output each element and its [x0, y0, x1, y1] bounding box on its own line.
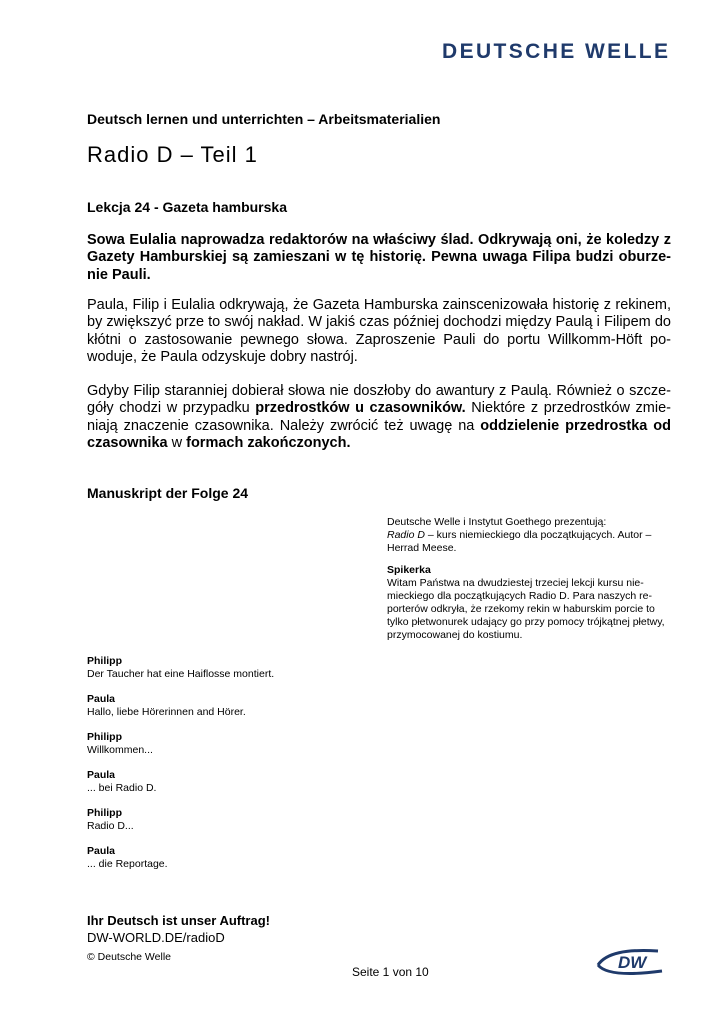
speaker-name: Paula [87, 769, 116, 781]
speaker-line: Hallo, liebe Hörerinnen and Hörer. [87, 706, 246, 718]
intro-course-line [387, 529, 671, 555]
page-number: Seite 1 von 10 [352, 965, 429, 979]
speaker-name: Philipp [87, 807, 122, 819]
brand-wordmark: DEUTSCHE WELLE [442, 40, 671, 63]
speaker-name: Philipp [87, 731, 122, 743]
grammar-paragraph [87, 383, 671, 453]
dialog-turn [87, 693, 367, 719]
speaker-line: ... die Reportage. [87, 858, 168, 870]
dialog-turn [87, 731, 367, 757]
speaker-name: Paula [87, 693, 116, 705]
manuscript-heading: Manuskript der Folge 24 [87, 485, 249, 501]
dialog-turn [87, 845, 367, 871]
lesson-heading: Lekcja 24 - Gazeta hamburska [87, 199, 287, 215]
logo-text: DW [618, 953, 647, 972]
footer-copyright: © Deutsche Welle [87, 951, 171, 963]
course-name: Radio D [387, 529, 425, 541]
intro-course-rest: – kurs niemieckiego dla początkujących. Autor – Herrad Meese. [387, 529, 652, 554]
lead-paragraph: Sowa Eulalia naprowadza redaktorów na właściwy ślad. Odkrywają oni, że koledzy z Gazety Hamburskiej są zamieszani w tę historię. Pewna uwaga Filipa budzi oburzenie Pauli. [87, 232, 671, 283]
speaker-line: Willkommen... [87, 744, 153, 756]
grammar-text-2: Niektóre z przedrostków zmieniają znaczenie czasownika. Należy zwrócić też uwagę na [87, 400, 672, 434]
footer-url[interactable]: DW-WORLD.DE/radioD [87, 930, 225, 945]
dw-logo-icon [596, 945, 674, 977]
intro-line: Deutsche Welle i Instytut Goethego prezentują: [387, 516, 607, 528]
narrator-block [387, 564, 671, 642]
summary-paragraph: Paula, Filip i Eulalia odkrywają, że Gazeta Hamburska zainscenizowała historię z rekinem, by zwiększyć prze to swój nakład. W jakiś czas później dochodzi między Paulą i Filipem do kłótni o zastosowanie pewnego słowa. Zaproszenie Pauli do portu Willkomm-Höft powoduje, że Paula odzyskuje dobry nastrój. [87, 297, 671, 366]
narrator-name: Spikerka [387, 564, 431, 576]
grammar-term-prefixes: przedrostków u czasowników. [255, 400, 466, 417]
speaker-line: Der Taucher hat eine Haiflosse montiert. [87, 668, 275, 680]
grammar-term-separation: oddzielenie przedrostka od czasownika [87, 417, 672, 452]
dialog-list [87, 655, 367, 883]
speaker-name: Philipp [87, 655, 122, 667]
dialog-turn [87, 807, 367, 833]
dialog-turn [87, 769, 367, 795]
narrator-text: Witam Państwa na dwudziestej trzeciej lekcji kursu niemieckiego dla początkujących Radio D. Para naszych reporterów odkryła, że rzekomy rekin w haburskim porcie to tylko płetwonurek udający go przy pomocy trójkątnej płetwy, przymocowanej do kostiumu. [387, 577, 665, 641]
grammar-text-3: w [167, 435, 187, 452]
speaker-line: ... bei Radio D. [87, 782, 157, 794]
footer-slogan: Ihr Deutsch ist unser Auftrag! [87, 913, 270, 928]
grammar-term-perfect-forms: formach zakończonych. [186, 435, 351, 452]
document-title: Radio D – Teil 1 [87, 142, 258, 167]
dialog-turn [87, 655, 367, 681]
speaker-name: Paula [87, 845, 116, 857]
grammar-text-1: Gdyby Filip staranniej dobierał słowa nie doszłoby do awantury z Paulą. Również o szczegóły chodzi w przypadku [87, 383, 671, 417]
intro-column [387, 516, 671, 651]
speaker-line: Radio D... [87, 820, 134, 832]
document-subtitle: Deutsch lernen und unterrichten – Arbeitsmaterialien [87, 111, 441, 127]
intro-presentation [387, 516, 671, 555]
